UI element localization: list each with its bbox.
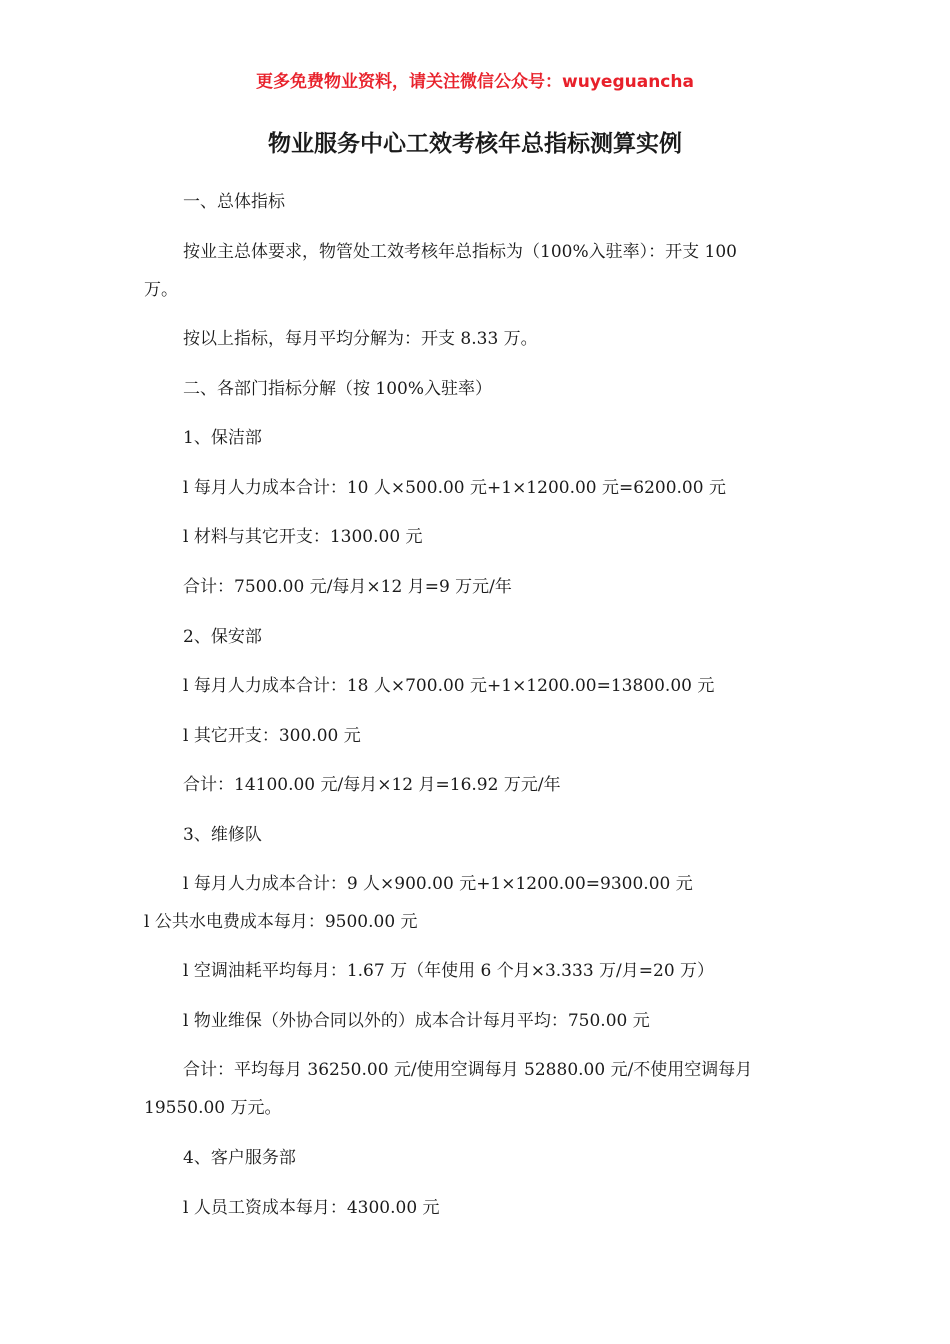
subtotal-security: 合计：14100.00 元/每月×12 月=16.92 万元/年 bbox=[183, 775, 561, 795]
dept-heading-cleaning: 1、保洁部 bbox=[183, 428, 262, 448]
subtotal-maintenance-line1: 合计：平均每月 36250.00 元/使用空调每月 52880.00 元/不使用空调每月 bbox=[183, 1060, 753, 1080]
list-item: l 空调油耗平均每月：1.67 万（年使用 6 个月×3.333 万/月=20 万） bbox=[183, 961, 715, 981]
section-heading-overall: 一、总体指标 bbox=[183, 192, 285, 212]
dept-heading-maintenance: 3、维修队 bbox=[183, 825, 262, 845]
document-title: 物业服务中心工效考核年总指标测算实例 bbox=[268, 131, 682, 157]
paragraph-monthly-average: 按以上指标，每月平均分解为：开支 8.33 万。 bbox=[183, 329, 538, 349]
list-item: l 公共水电费成本每月：9500.00 元 bbox=[144, 912, 418, 932]
list-item: l 人员工资成本每月：4300.00 元 bbox=[183, 1198, 440, 1218]
paragraph-total-target-line1: 按业主总体要求，物管处工效考核年总指标为（100%入驻率）：开支 100 bbox=[183, 242, 737, 262]
list-item: l 材料与其它开支：1300.00 元 bbox=[183, 527, 423, 547]
subtotal-maintenance-line2: 19550.00 万元。 bbox=[144, 1098, 282, 1118]
dept-heading-security: 2、保安部 bbox=[183, 627, 262, 647]
promo-banner: 更多免费物业资料，请关注微信公众号：wuyeguancha bbox=[256, 72, 694, 92]
list-item: l 每月人力成本合计：18 人×700.00 元+1×1200.00=13800.00 元 bbox=[183, 676, 715, 696]
dept-heading-customer-service: 4、客户服务部 bbox=[183, 1148, 296, 1168]
subtotal-cleaning: 合计：7500.00 元/每月×12 月=9 万元/年 bbox=[183, 577, 512, 597]
paragraph-total-target-line2: 万。 bbox=[144, 280, 178, 300]
list-item: l 每月人力成本合计：10 人×500.00 元+1×1200.00 元=6200.00 元 bbox=[183, 478, 726, 498]
list-item: l 每月人力成本合计：9 人×900.00 元+1×1200.00=9300.00 元 bbox=[183, 874, 693, 894]
list-item: l 物业维保（外协合同以外的）成本合计每月平均：750.00 元 bbox=[183, 1011, 650, 1031]
list-item: l 其它开支：300.00 元 bbox=[183, 726, 361, 746]
section-heading-departments: 二、各部门指标分解（按 100%入驻率） bbox=[183, 379, 493, 399]
